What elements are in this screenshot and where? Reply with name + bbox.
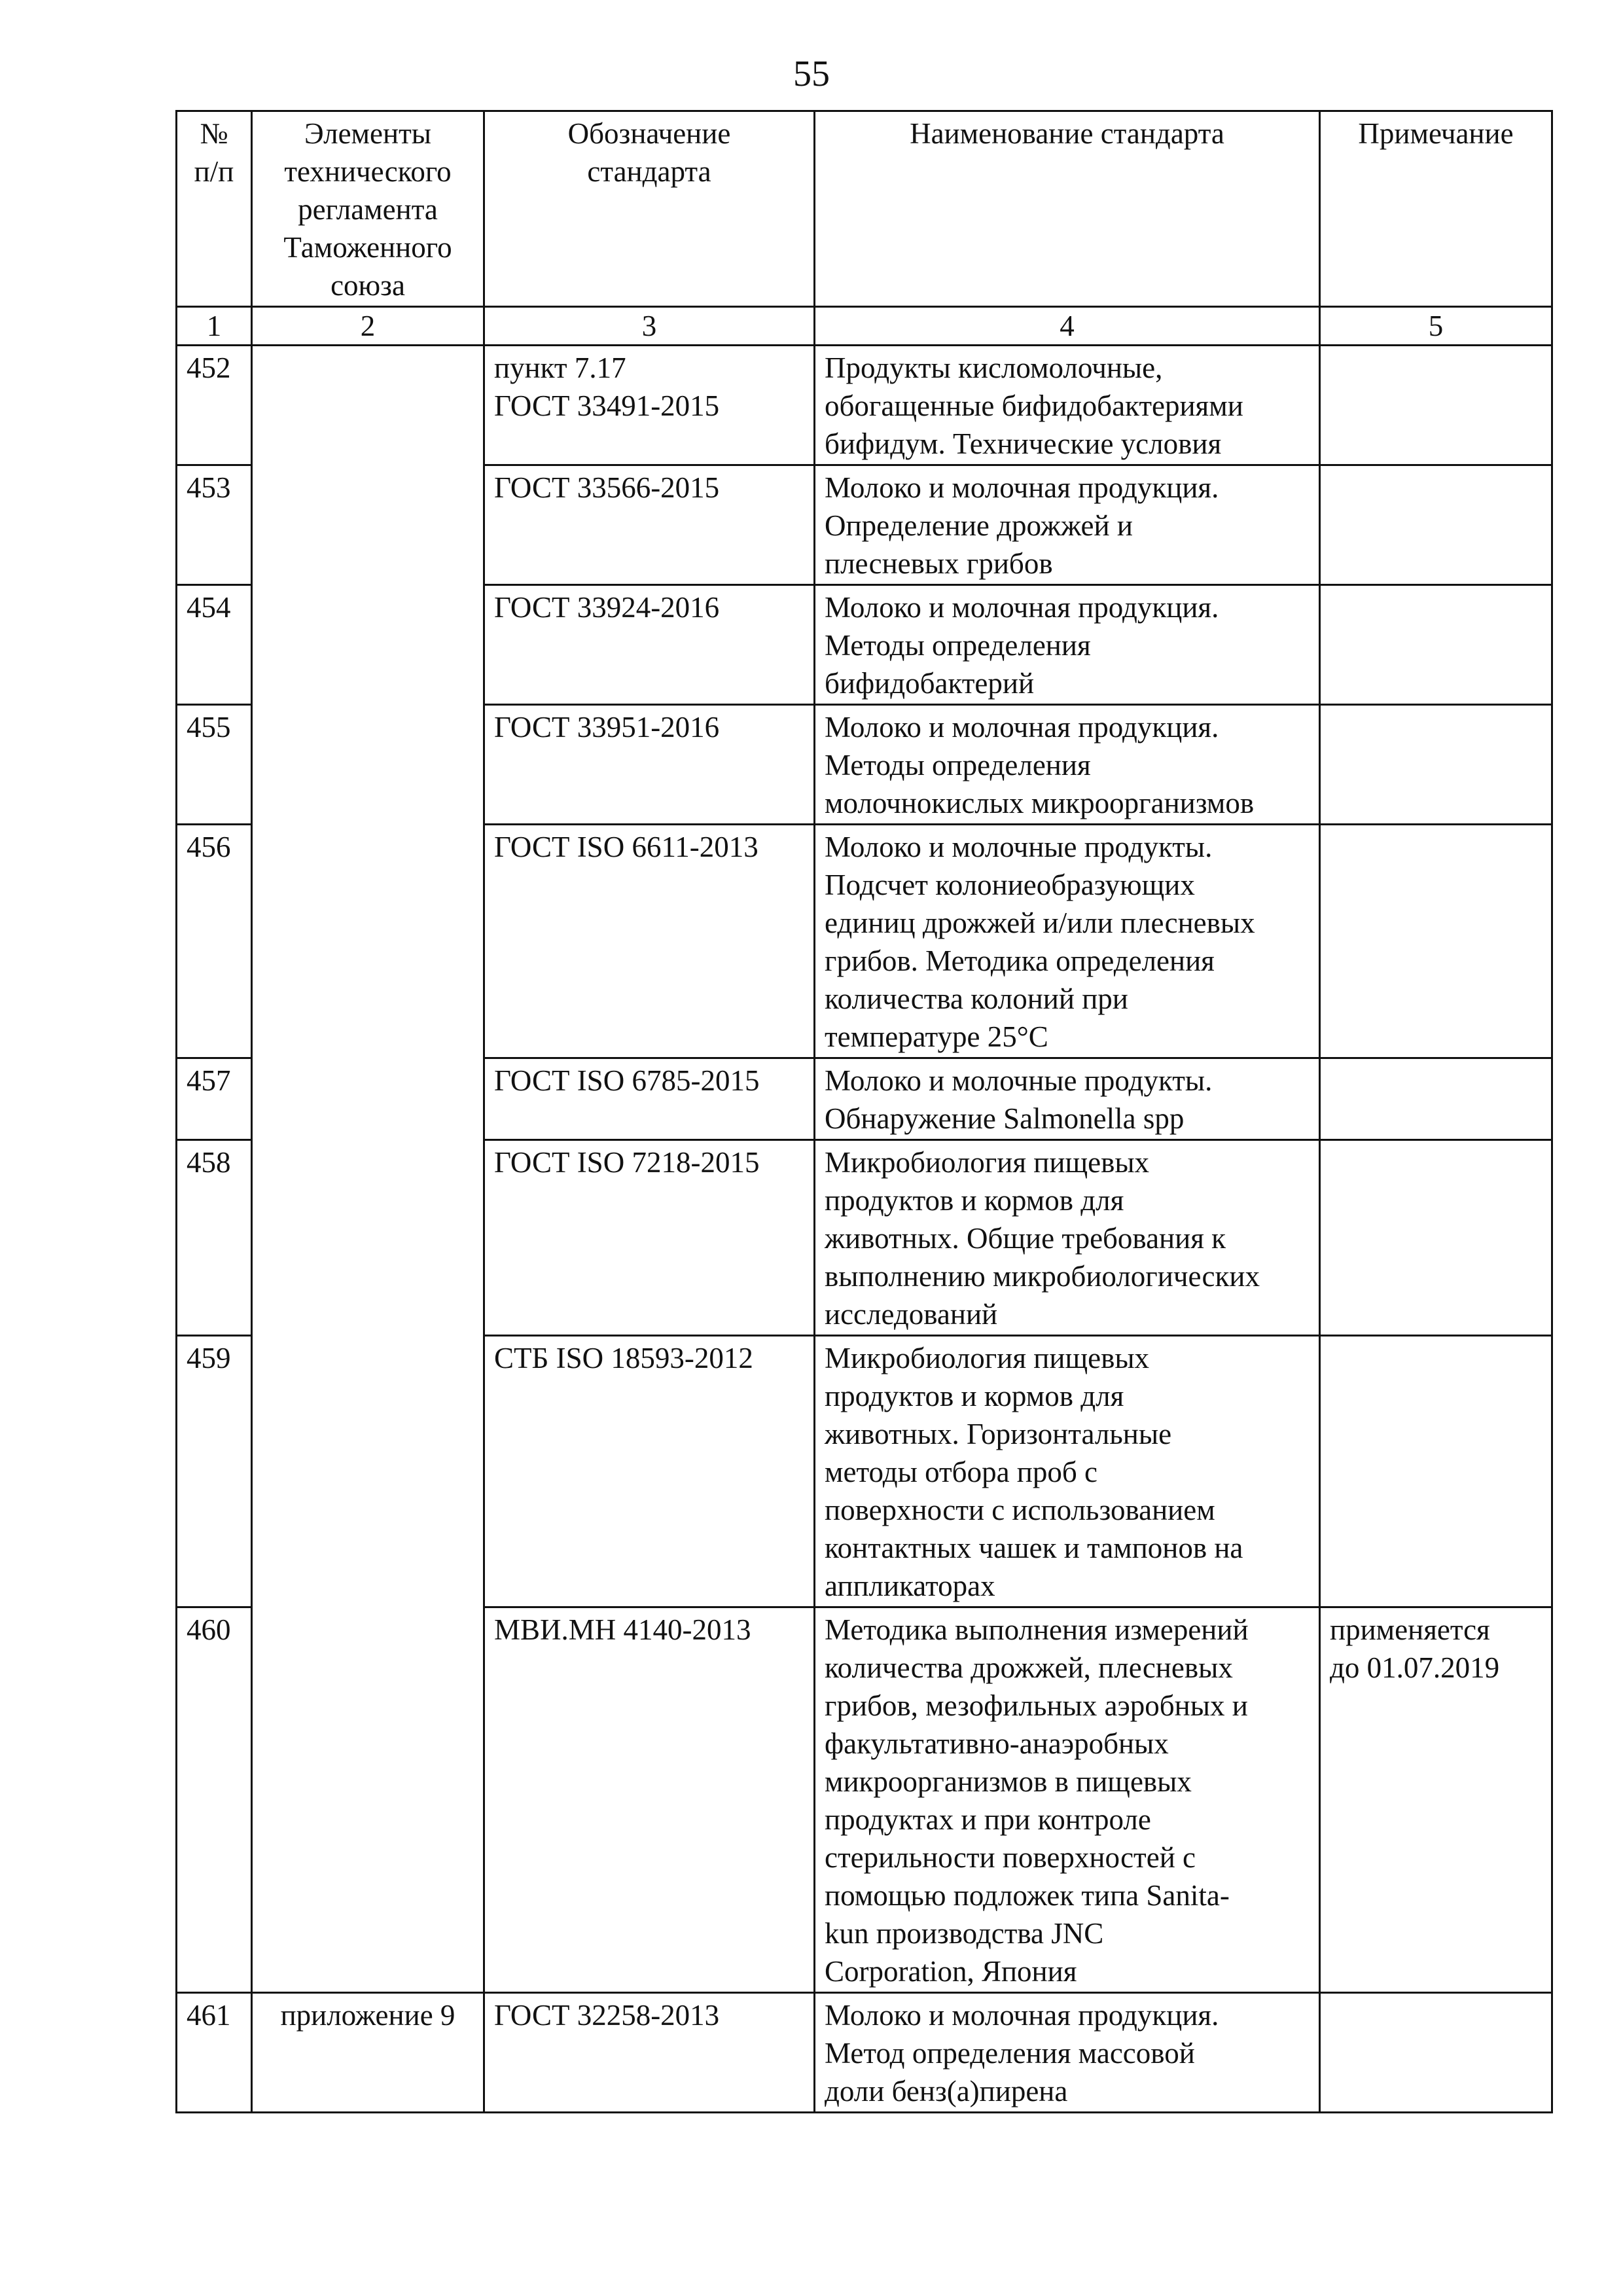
row-number: 460 [177,1607,252,1993]
column-number: 3 [484,307,815,346]
row-number: 453 [177,465,252,585]
row-note [1320,825,1552,1058]
row-element [252,1607,484,1993]
row-note [1320,705,1552,825]
row-designation: ГОСТ ISO 7218-2015 [484,1140,815,1336]
header-designation: Обозначение стандарта [484,111,815,307]
row-element: приложение 9 [252,1993,484,2113]
row-number: 458 [177,1140,252,1336]
row-number: 461 [177,1993,252,2113]
row-designation: ГОСТ 33924-2016 [484,585,815,705]
column-number: 5 [1320,307,1552,346]
standards-table [175,110,1553,2113]
table-row [177,1993,1552,2113]
header-number: № п/п [177,111,252,307]
row-number: 457 [177,1058,252,1140]
header-note: Примечание [1320,111,1552,307]
row-designation: ГОСТ 33566-2015 [484,465,815,585]
column-number: 4 [815,307,1320,346]
table-row [177,1058,1552,1140]
column-number: 1 [177,307,252,346]
row-number: 456 [177,825,252,1058]
row-standard-name: Молоко и молочные продукты. Подсчет колониеобразующих единиц дрожжей и/или плесневых грибов. Методика определения количества колоний при температуре 25°С [815,825,1320,1058]
row-designation: пункт 7.17 ГОСТ 33491-2015 [484,346,815,465]
row-designation: ГОСТ ISO 6785-2015 [484,1058,815,1140]
row-note [1320,465,1552,585]
row-note [1320,346,1552,465]
page-number: 55 [793,54,830,94]
row-note: применяется до 01.07.2019 [1320,1607,1552,1993]
table-row [177,825,1552,1058]
row-note [1320,585,1552,705]
row-element [252,705,484,825]
row-element [252,825,484,1058]
row-standard-name: Молоко и молочные продукты. Обнаружение Salmonella spp [815,1058,1320,1140]
row-element [252,465,484,585]
row-designation: МВИ.МН 4140-2013 [484,1607,815,1993]
table-row [177,1336,1552,1607]
row-designation: ГОСТ 32258-2013 [484,1993,815,2113]
row-designation: ГОСТ 33951-2016 [484,705,815,825]
row-standard-name: Молоко и молочная продукция. Методы определения молочнокислых микроорганизмов [815,705,1320,825]
row-standard-name: Молоко и молочная продукция. Определение дрожжей и плесневых грибов [815,465,1320,585]
row-note [1320,1993,1552,2113]
row-number: 452 [177,346,252,465]
row-note [1320,1058,1552,1140]
row-standard-name: Микробиология пищевых продуктов и кормов для животных. Горизонтальные методы отбора проб с поверхности с использованием контактных чашек и тампонов на аппликаторах [815,1336,1320,1607]
header-row [177,111,1552,307]
table-row [177,1607,1552,1993]
row-standard-name: Молоко и молочная продукция. Метод определения массовой доли бенз(а)пирена [815,1993,1320,2113]
row-element [252,585,484,705]
row-standard-name: Методика выполнения измерений количества дрожжей, плесневых грибов, мезофильных аэробных и факультативно-анаэробных микроорганизмов в пищевых продуктах и при контроле стерильности поверхностей с помощью подложек типа Sanita- kun производства JNC Corporation, Япония [815,1607,1320,1993]
row-standard-name: Микробиология пищевых продуктов и кормов для животных. Общие требования к выполнению микробиологических исследований [815,1140,1320,1336]
row-designation: ГОСТ ISO 6611-2013 [484,825,815,1058]
row-note [1320,1336,1552,1607]
row-number: 455 [177,705,252,825]
table-row [177,1140,1552,1336]
row-element [252,1336,484,1607]
row-number: 454 [177,585,252,705]
header-standard-name: Наименование стандарта [815,111,1320,307]
row-note [1320,1140,1552,1336]
row-standard-name: Продукты кисломолочные, обогащенные бифидобактериями бифидум. Технические условия [815,346,1320,465]
row-element [252,1058,484,1140]
header-elements: Элементы технического регламента Таможенного союза [252,111,484,307]
row-designation: СТБ ISO 18593-2012 [484,1336,815,1607]
column-number: 2 [252,307,484,346]
table-row [177,585,1552,705]
table-row [177,465,1552,585]
row-standard-name: Молоко и молочная продукция. Методы определения бифидобактерий [815,585,1320,705]
column-number-row [177,307,1552,346]
row-number: 459 [177,1336,252,1607]
table-row [177,346,1552,465]
row-element [252,1140,484,1336]
table-row [177,705,1552,825]
row-element [252,346,484,465]
